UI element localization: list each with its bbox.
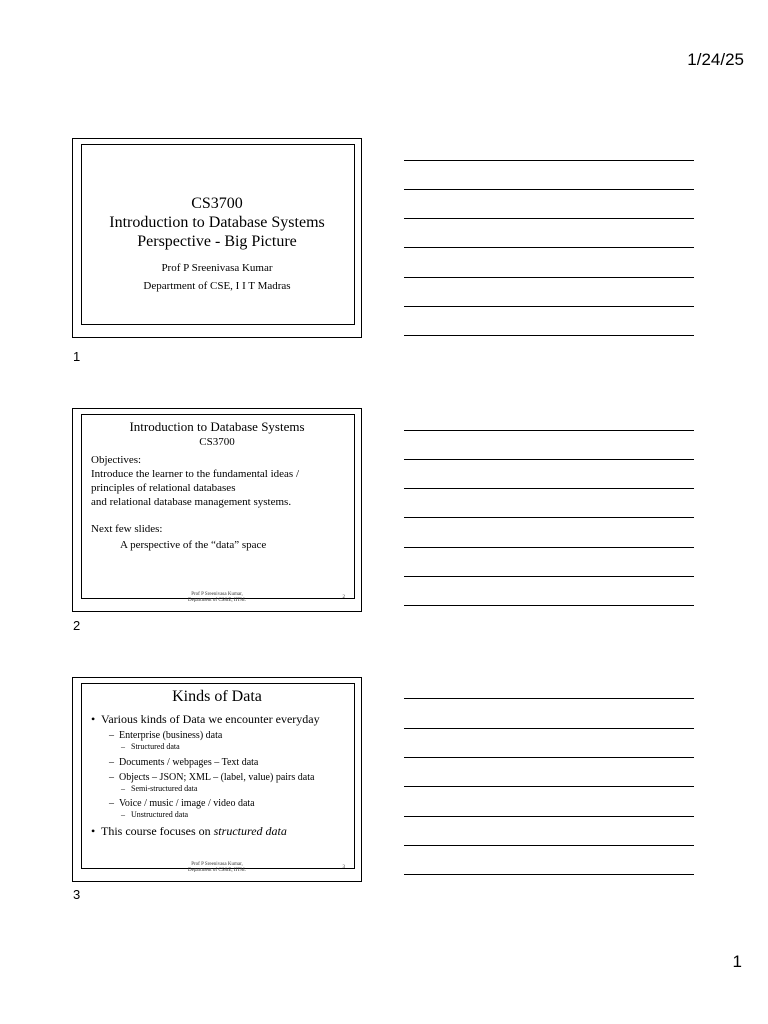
slide-3-title: Kinds of Data bbox=[172, 688, 262, 705]
notes-line bbox=[404, 277, 694, 278]
slide-2-title: Introduction to Database Systems bbox=[129, 419, 305, 434]
slide-2-next-label: Next few slides: bbox=[91, 523, 163, 535]
slide-3-footer-number: 3 bbox=[342, 865, 345, 870]
notes-line bbox=[404, 488, 694, 489]
notes-line bbox=[404, 576, 694, 577]
slide-3-bullet-2 bbox=[89, 824, 351, 839]
slide-3-sub-1: – Enterprise (business) data bbox=[89, 729, 351, 742]
notes-line bbox=[404, 845, 694, 846]
notes-line bbox=[404, 517, 694, 518]
slide-1-author: Prof P Sreenivasa Kumar bbox=[161, 262, 273, 274]
slide-2-objective-line-3: and relational database management systems. bbox=[91, 496, 292, 508]
notes-line bbox=[404, 728, 694, 729]
slide-2-objectives-label: Objectives: bbox=[91, 454, 142, 466]
slide-2-subtitle: CS3700 bbox=[199, 436, 235, 448]
slide-3-sub-4: – Voice / music / image / video data bbox=[89, 797, 351, 810]
slide-2-next-item: A perspective of the “data” space bbox=[120, 539, 267, 551]
slide-1-title-line-3: Perspective - Big Picture bbox=[137, 233, 297, 250]
slide-1-thumbnail bbox=[72, 138, 362, 338]
notes-line bbox=[404, 874, 694, 875]
notes-line bbox=[404, 218, 694, 219]
slide-1-department: Department of CSE, I I T Madras bbox=[143, 280, 291, 292]
slide-2-objective-line-2: principles of relational databases bbox=[91, 482, 236, 494]
notes-line bbox=[404, 459, 694, 460]
notes-line bbox=[404, 816, 694, 817]
slide-3-sub-1-note: – Structured data bbox=[89, 742, 351, 752]
notes-line bbox=[404, 698, 694, 699]
notes-line bbox=[404, 605, 694, 606]
print-date: 1/24/25 bbox=[687, 50, 744, 69]
slide-2-thumbnail bbox=[72, 408, 362, 612]
slide-1-number: 1 bbox=[73, 349, 81, 364]
slide-3-sub-4-note: – Unstructured data bbox=[89, 810, 351, 820]
notes-line bbox=[404, 189, 694, 190]
slide-3-sub-2: – Documents / webpages – Text data bbox=[89, 756, 351, 769]
slide-2-number: 2 bbox=[73, 618, 81, 633]
notes-line bbox=[404, 786, 694, 787]
slide-3-footer: Prof P Sreenivasa Kumar, Department of CS&E, IITM. bbox=[188, 862, 246, 873]
slide-3-thumbnail bbox=[72, 677, 362, 882]
slide-3-bullet-1: • Various kinds of Data we encounter everyday bbox=[89, 712, 351, 727]
slide-3-bullet-2-prefix: This course focuses on bbox=[101, 824, 214, 838]
slide-3-sub-3: – Objects – JSON; XML – (label, value) pairs data bbox=[89, 771, 351, 784]
slide-2-objective-line-1: Introduce the learner to the fundamental ideas / bbox=[91, 468, 299, 480]
slide-2-footer-number: 2 bbox=[342, 595, 345, 600]
notes-line bbox=[404, 160, 694, 161]
slide-3-sub-3-note: – Semi-structured data bbox=[89, 784, 351, 794]
notes-line bbox=[404, 757, 694, 758]
notes-line bbox=[404, 547, 694, 548]
slide-1-title-line-1: CS3700 bbox=[191, 195, 243, 212]
page-number: 1 bbox=[732, 952, 742, 971]
slide-3-bullet-2-emphasis: structured data bbox=[213, 824, 287, 838]
slide-2-footer: Prof P Sreenivasa Kumar, Department of CS&E, IITM. bbox=[188, 592, 246, 603]
slide-3-number: 3 bbox=[73, 887, 81, 902]
notes-line bbox=[404, 430, 694, 431]
notes-line bbox=[404, 335, 694, 336]
notes-line bbox=[404, 306, 694, 307]
slide-1-title-line-2: Introduction to Database Systems bbox=[109, 214, 325, 231]
notes-line bbox=[404, 247, 694, 248]
